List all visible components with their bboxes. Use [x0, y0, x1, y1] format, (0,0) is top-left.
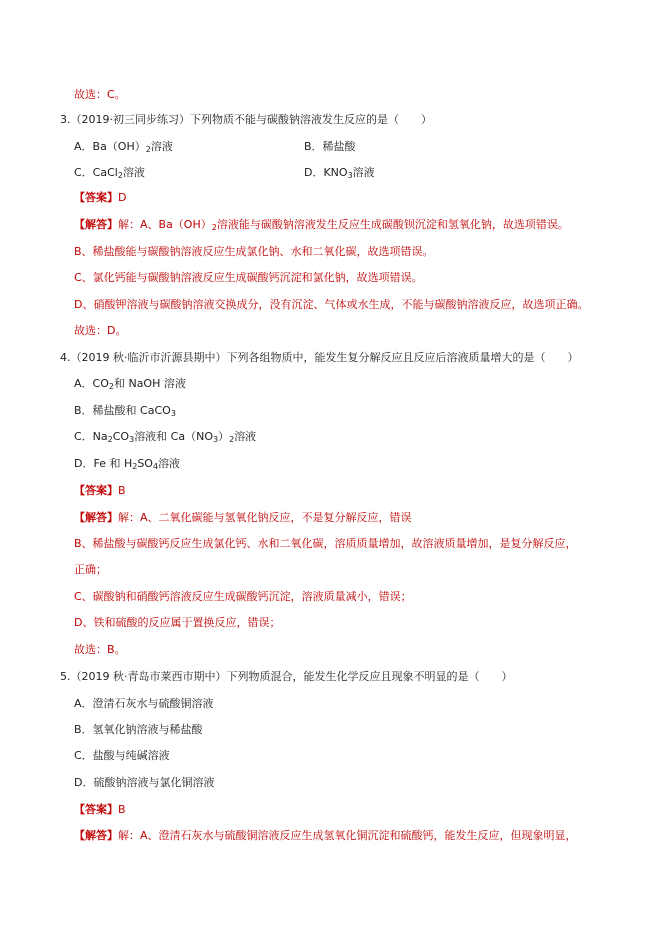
- intro-conclusion: 故选：C。: [74, 88, 126, 101]
- q3-solution-line-4: D、硝酸钾溶液与碳酸钠溶液交换成分，没有沉淀、气体或水生成，不能与碳酸钠溶液反应，故选项正确。: [74, 298, 589, 311]
- q3-answer: 【答案】D: [74, 191, 127, 204]
- q3-stem: 3.（2019·初三同步练习）下列物质不能与碳酸钠溶液发生反应的是（ ）: [60, 113, 432, 126]
- q4-answer: 【答案】B: [74, 484, 126, 497]
- q3-solution-line-1: 【解答】解：A、$Ba(OH)_2$溶液能与碳酸钠溶液发生反应生成碳酸钡沉淀和氢氧化钠，故选项错误。: [74, 218, 569, 232]
- q4-option-c: C．$Na_2CO_3$溶液和 $Ca(NO_3)_2$溶液: [74, 430, 257, 444]
- q5-option-b: B．氢氧化钠溶液与稀盐酸: [74, 723, 203, 736]
- q5-answer: 【答案】B: [74, 803, 126, 816]
- q4-option-a: A．$CO_2$和 NaOH 溶液: [74, 377, 186, 391]
- q4-solution-line-2: B、稀盐酸与碳酸钙反应生成氯化钙、水和二氧化碳，溶质质量增加，故溶液质量增加，是复分解反应，: [74, 537, 577, 550]
- q5-option-d: D．硫酸钠溶液与氯化铜溶液: [74, 776, 215, 789]
- q4-solution-line-1: 【解答】解：A、二氧化碳能与氢氧化钠反应，不是复分解反应，错误: [74, 511, 412, 524]
- q3-conclusion: 故选：D。: [74, 324, 127, 337]
- q4-solution-line-4: D、铁和硫酸的反应属于置换反应，错误；: [74, 616, 281, 629]
- q5-stem: 5.（2019 秋·青岛市莱西市期中）下列物质混合，能发生化学反应且现象不明显的是（ ）: [60, 670, 513, 683]
- q3-option-c: C．CaCl$_2$溶液: [74, 166, 145, 180]
- q3-option-b: B．稀盐酸: [304, 140, 356, 153]
- q4-conclusion: 故选：B。: [74, 643, 126, 656]
- q4-solution-line-3: C、碳酸钠和硝酸钙溶液反应生成碳酸钙沉淀，溶液质量减小，错误；: [74, 590, 412, 603]
- q3-option-d: D．$KNO_3$溶液: [304, 166, 375, 180]
- q3-option-a: A．$Ba(OH)_2$溶液: [74, 140, 173, 154]
- q4-solution-line-2-cont: 正确；: [74, 563, 107, 576]
- q4-option-d: D．Fe 和 $H_2SO_4$溶液: [74, 457, 181, 471]
- q5-option-c: C．盐酸与纯碱溶液: [74, 749, 170, 762]
- q3-solution-line-2: B、稀盐酸能与碳酸钠溶液反应生成氯化钠、水和二氧化碳，故选项错误。: [74, 245, 434, 258]
- q5-solution-line-1: 【解答】解：A、澄清石灰水与硫酸铜溶液反应生成氢氧化铜沉淀和硫酸钙，能发生反应，但现象明显，: [74, 829, 577, 842]
- q4-stem: 4.（2019 秋·临沂市沂源县期中）下列各组物质中，能发生复分解反应且反应后溶液质量增大的是（ ）: [60, 351, 579, 364]
- q4-option-b: B．稀盐酸和 CaCO$_3$: [74, 404, 176, 418]
- q3-solution-line-3: C、氯化钙能与碳酸钠溶液反应生成碳酸钙沉淀和氯化钠，故选项错误。: [74, 271, 423, 284]
- q5-option-a: A．澄清石灰水与硫酸铜溶液: [74, 697, 214, 710]
